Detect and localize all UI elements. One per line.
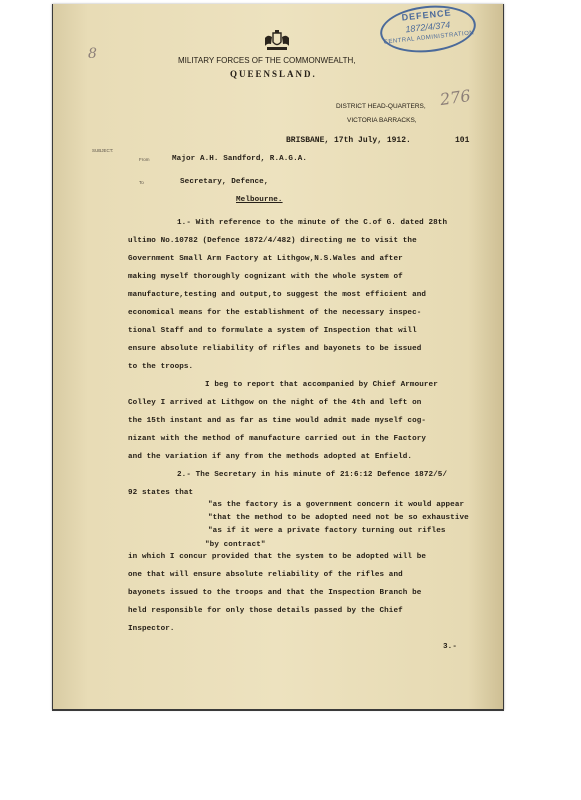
para1-line: ensure absolute reliability of rifles and bayonets to be issued: [128, 345, 422, 353]
reference-number: 101: [455, 136, 470, 145]
para1-line: making myself thoroughly cognizant with the whole system of: [128, 273, 403, 281]
para3-line: bayonets issued to the troops and that the Inspection Branch be: [128, 589, 422, 597]
quote-line: "as if it were a private factory turning out rifles: [208, 527, 446, 535]
pencil-file-number: 276: [438, 85, 472, 110]
quote-line: "that the method to be adopted need not be so exhaustive: [208, 514, 469, 522]
stamp-office: CENTRAL ADMINISTRATION: [383, 30, 475, 46]
document-page: [52, 4, 504, 710]
para3-line: in which I concur provided that the system to be adopted will be: [128, 553, 427, 561]
next-page-marker: 3.-: [443, 643, 457, 651]
pencil-corner-mark: 8: [88, 46, 97, 62]
para3-line: held responsible for only those details passed by the Chief: [128, 607, 403, 615]
address-line-2: VICTORIA BARRACKS,: [347, 117, 417, 124]
para2-line: and the variation if any from the methods adopted at Enfield.: [128, 453, 413, 461]
para1-line: manufacture,testing and output,to suggest the most efficient and: [128, 291, 427, 299]
para2-line: Colley I arrived at Lithgow on the night of the 4th and left on: [128, 399, 422, 407]
para1-line: 1.- With reference to the minute of the C.of G. dated 28th: [177, 219, 448, 227]
from-label: From: [139, 157, 150, 162]
quote-line: "as the factory is a government concern it would appear: [208, 501, 465, 509]
stamp-title: DEFENCE: [401, 7, 452, 23]
address-line-1: DISTRICT HEAD-QUARTERS,: [336, 103, 426, 110]
stamp-number: 1872/4/374: [404, 19, 451, 35]
place-and-date: BRISBANE, 17th July, 1912.: [286, 136, 411, 145]
from-value: Major A.H. Sandford, R.A.G.A.: [172, 155, 308, 163]
to-value: Secretary, Defence,: [180, 178, 269, 186]
para2-line: the 15th instant and as far as time would admit made myself cog-: [128, 417, 427, 425]
quote-line: "by contract": [205, 541, 266, 549]
subject-label: SUBJECT:: [92, 148, 114, 153]
para1-line: to the troops.: [128, 363, 194, 371]
para3-line: Inspector.: [128, 625, 175, 633]
scan-border-bottom: [52, 709, 504, 711]
letterhead-line-1: MILITARY FORCES OF THE COMMONWEALTH,: [178, 56, 356, 65]
letterhead-line-2: QUEENSLAND.: [230, 69, 317, 79]
para1-line: tional Staff and to formulate a system of Inspection that will: [128, 327, 417, 335]
to-label: To: [139, 180, 144, 185]
para1-line: Government Small Arm Factory at Lithgow,N.S.Wales and after: [128, 255, 403, 263]
to-city: Melbourne.: [236, 196, 283, 204]
para3-line: one that will ensure absolute reliability of the rifles and: [128, 571, 403, 579]
para1-line: ultimo No.10782 (Defence 1872/4/482) directing me to visit the: [128, 237, 417, 245]
para3-intro-line: 2.- The Secretary in his minute of 21:6:12 Defence 1872/5/: [177, 471, 448, 479]
scan-border-right: [503, 4, 504, 710]
para2-line: nizant with the method of manufacture carried out in the Factory: [128, 435, 427, 443]
coat-of-arms-icon: [261, 30, 293, 52]
para2-line: I beg to report that accompanied by Chief Armourer: [205, 381, 438, 389]
para1-line: economical means for the establishment of the necessary inspec-: [128, 309, 422, 317]
para3-intro-line: 92 states that: [128, 489, 194, 497]
scan-border-left: [52, 4, 53, 710]
